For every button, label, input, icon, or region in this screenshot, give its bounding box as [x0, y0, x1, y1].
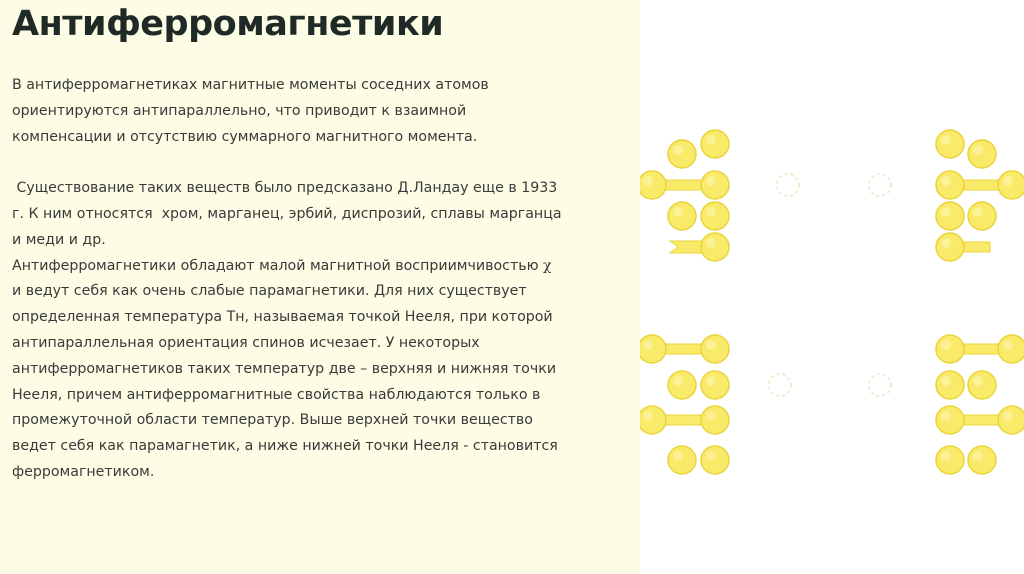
atom-highlight — [643, 176, 653, 186]
atom-highlight — [941, 411, 951, 421]
atom-highlight — [706, 176, 716, 186]
atom-ball — [701, 130, 729, 158]
atom-highlight — [973, 145, 983, 155]
atom-highlight — [973, 376, 983, 386]
body-line: компенсации и отсутствию суммарного магнитного момента. — [12, 128, 478, 145]
atom-highlight — [941, 451, 951, 461]
slide-title: Антиферромагнетики — [12, 4, 444, 44]
atom-ball — [640, 335, 666, 363]
atom-ball — [668, 371, 696, 399]
atom-highlight — [706, 411, 716, 421]
atom-ball — [936, 406, 964, 434]
atom-ball — [668, 202, 696, 230]
atom-ball — [936, 371, 964, 399]
atom-highlight — [673, 207, 683, 217]
body-line: ведет себя как парамагнетик, а ниже нижней точки Нееля - становится — [12, 438, 558, 455]
atom-ball — [668, 140, 696, 168]
atom-ball — [936, 130, 964, 158]
atom-highlight — [706, 376, 716, 386]
atom-ball — [701, 202, 729, 230]
atom-ball — [936, 171, 964, 199]
body-line: антипараллельная ориентация спинов исчезает. У некоторых — [12, 334, 480, 351]
atom-highlight — [706, 238, 716, 248]
body-line: промежуточной области температур. Выше верхней точки вещество — [12, 412, 533, 429]
atom-ball — [701, 371, 729, 399]
body-line: ориентируются антипараллельно, что приводит к взаимной — [12, 102, 467, 119]
atom-ball — [936, 202, 964, 230]
body-line-text: Антиферромагнетики обладают малой магнитной восприимчивостью — [12, 257, 539, 274]
atom-ball — [640, 406, 666, 434]
atom-highlight — [941, 376, 951, 386]
atom-ball — [701, 171, 729, 199]
atom-highlight — [673, 145, 683, 155]
faint-ornament — [869, 374, 891, 396]
atom-highlight — [706, 207, 716, 217]
atom-highlight — [673, 376, 683, 386]
slide-body — [12, 73, 572, 486]
atom-ball — [701, 233, 729, 261]
atom-highlight — [973, 451, 983, 461]
atom-ball — [701, 446, 729, 474]
atom-highlight — [1003, 340, 1013, 350]
body-line: ферромагнетиком. — [12, 463, 155, 480]
atom-ball — [701, 335, 729, 363]
body-line: антиферромагнетиков таких температур две – верхняя и нижняя точки — [12, 360, 557, 377]
atom-highlight — [706, 451, 716, 461]
atom-highlight — [973, 207, 983, 217]
atom-highlight — [941, 207, 951, 217]
atom-highlight — [706, 340, 716, 350]
faint-ornament — [869, 174, 891, 196]
body-line: Существование таких веществ было предсказано Д.Ландау еще в 1933 — [12, 180, 558, 197]
chi-symbol: χ — [543, 257, 552, 274]
atom-ball — [668, 446, 696, 474]
atom-ball — [936, 233, 964, 261]
atom-highlight — [643, 340, 653, 350]
body-line: и ведут себя как очень слабые парамагнетики. Для них существует — [12, 283, 527, 300]
body-line: г. К ним относятся хром, марганец, эрбий, диспрозий, сплавы марганца — [12, 205, 562, 222]
atom-ball — [968, 202, 996, 230]
atom-ball — [640, 171, 666, 199]
body-line: Нееля, причем антиферромагнитные свойства наблюдаются только в — [12, 386, 541, 403]
body-line: и меди и др. — [12, 231, 106, 248]
atom-highlight — [1003, 411, 1013, 421]
atom-highlight — [673, 451, 683, 461]
atom-highlight — [643, 411, 653, 421]
body-line — [12, 254, 572, 280]
paragraph-gap — [12, 150, 572, 176]
spin-lattice-figure — [640, 0, 1024, 574]
atom-highlight — [1003, 176, 1013, 186]
atom-ball — [936, 335, 964, 363]
atom-highlight — [941, 135, 951, 145]
body-line: В антиферромагнетиках магнитные моменты соседних атомов — [12, 77, 489, 93]
atom-ball — [968, 446, 996, 474]
atom-highlight — [941, 238, 951, 248]
faint-ornament — [777, 174, 799, 196]
atom-ball — [936, 446, 964, 474]
atom-ball — [968, 140, 996, 168]
atom-highlight — [706, 135, 716, 145]
atom-ball — [968, 371, 996, 399]
atom-highlight — [941, 176, 951, 186]
faint-ornament — [769, 374, 791, 396]
atom-ball — [701, 406, 729, 434]
spin-lattice-svg — [640, 0, 1024, 574]
body-line: определенная температура Тн, называемая точкой Нееля, при которой — [12, 309, 553, 326]
atom-highlight — [941, 340, 951, 350]
